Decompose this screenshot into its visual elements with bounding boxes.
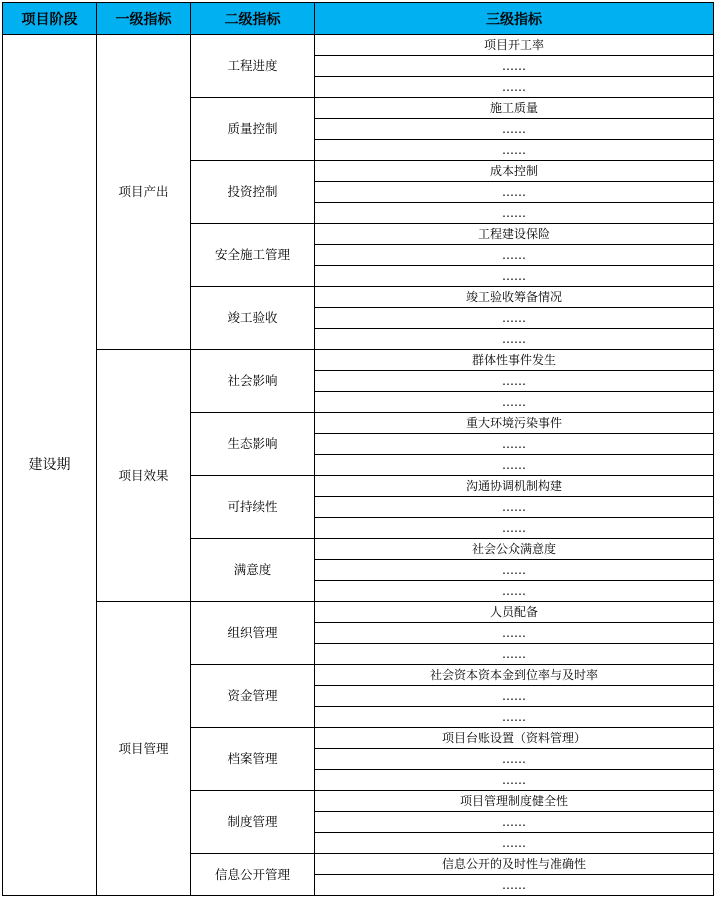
level3-cell: …… (315, 644, 714, 665)
level3-cell: …… (315, 308, 714, 329)
level3-cell: 项目台账设置（资料管理） (315, 728, 714, 749)
level3-cell: …… (315, 497, 714, 518)
level2-cell: 可持续性 (191, 476, 315, 539)
level3-cell: …… (315, 749, 714, 770)
level3-cell: …… (315, 623, 714, 644)
level3-cell: …… (315, 686, 714, 707)
level2-cell: 满意度 (191, 539, 315, 602)
level3-cell: …… (315, 203, 714, 224)
level3-cell: 社会公众满意度 (315, 539, 714, 560)
level2-cell: 社会影响 (191, 350, 315, 413)
level3-cell: …… (315, 812, 714, 833)
table-row (3, 35, 714, 56)
header-level1: 一级指标 (97, 3, 191, 35)
level3-cell: 项目开工率 (315, 35, 714, 56)
level3-cell: …… (315, 77, 714, 98)
level3-cell: …… (315, 770, 714, 791)
level3-cell: …… (315, 329, 714, 350)
level3-cell: 工程建设保险 (315, 224, 714, 245)
level3-cell: …… (315, 434, 714, 455)
level1-cell: 项目产出 (97, 35, 191, 350)
header-stage: 项目阶段 (3, 3, 97, 35)
level3-cell: 竣工验收筹备情况 (315, 287, 714, 308)
level2-cell: 档案管理 (191, 728, 315, 791)
level3-cell: …… (315, 140, 714, 161)
level3-cell: 人员配备 (315, 602, 714, 623)
level2-cell: 组织管理 (191, 602, 315, 665)
level3-cell: …… (315, 245, 714, 266)
level3-cell: …… (315, 119, 714, 140)
level3-cell: …… (315, 518, 714, 539)
level3-cell: …… (315, 371, 714, 392)
level3-cell: …… (315, 833, 714, 854)
level2-cell: 制度管理 (191, 791, 315, 854)
level2-cell: 投资控制 (191, 161, 315, 224)
header-level2: 二级指标 (191, 3, 315, 35)
level2-cell: 质量控制 (191, 98, 315, 161)
level3-cell: 群体性事件发生 (315, 350, 714, 371)
level3-cell: 项目管理制度健全性 (315, 791, 714, 812)
level3-cell: 施工质量 (315, 98, 714, 119)
level3-cell: …… (315, 455, 714, 476)
level2-cell: 信息公开管理 (191, 854, 315, 896)
level1-cell: 项目效果 (97, 350, 191, 602)
level3-cell: 重大环境污染事件 (315, 413, 714, 434)
level3-cell: …… (315, 581, 714, 602)
level3-cell: 社会资本资本金到位率与及时率 (315, 665, 714, 686)
level3-cell: …… (315, 875, 714, 896)
level3-cell: …… (315, 266, 714, 287)
table-row (3, 602, 714, 623)
level3-cell: …… (315, 392, 714, 413)
stage-cell: 建设期 (3, 35, 97, 896)
table-body (3, 35, 714, 896)
level2-cell: 安全施工管理 (191, 224, 315, 287)
level3-cell: 信息公开的及时性与准确性 (315, 854, 714, 875)
level3-cell: …… (315, 560, 714, 581)
header-row (3, 3, 714, 35)
header-level3: 三级指标 (315, 3, 714, 35)
level3-cell: …… (315, 182, 714, 203)
table-row (3, 350, 714, 371)
level3-cell: …… (315, 707, 714, 728)
level3-cell: 成本控制 (315, 161, 714, 182)
level1-cell: 项目管理 (97, 602, 191, 896)
indicator-table (2, 2, 714, 896)
level2-cell: 资金管理 (191, 665, 315, 728)
level2-cell: 生态影响 (191, 413, 315, 476)
level3-cell: …… (315, 56, 714, 77)
level3-cell: 沟通协调机制构建 (315, 476, 714, 497)
level2-cell: 竣工验收 (191, 287, 315, 350)
level2-cell: 工程进度 (191, 35, 315, 98)
